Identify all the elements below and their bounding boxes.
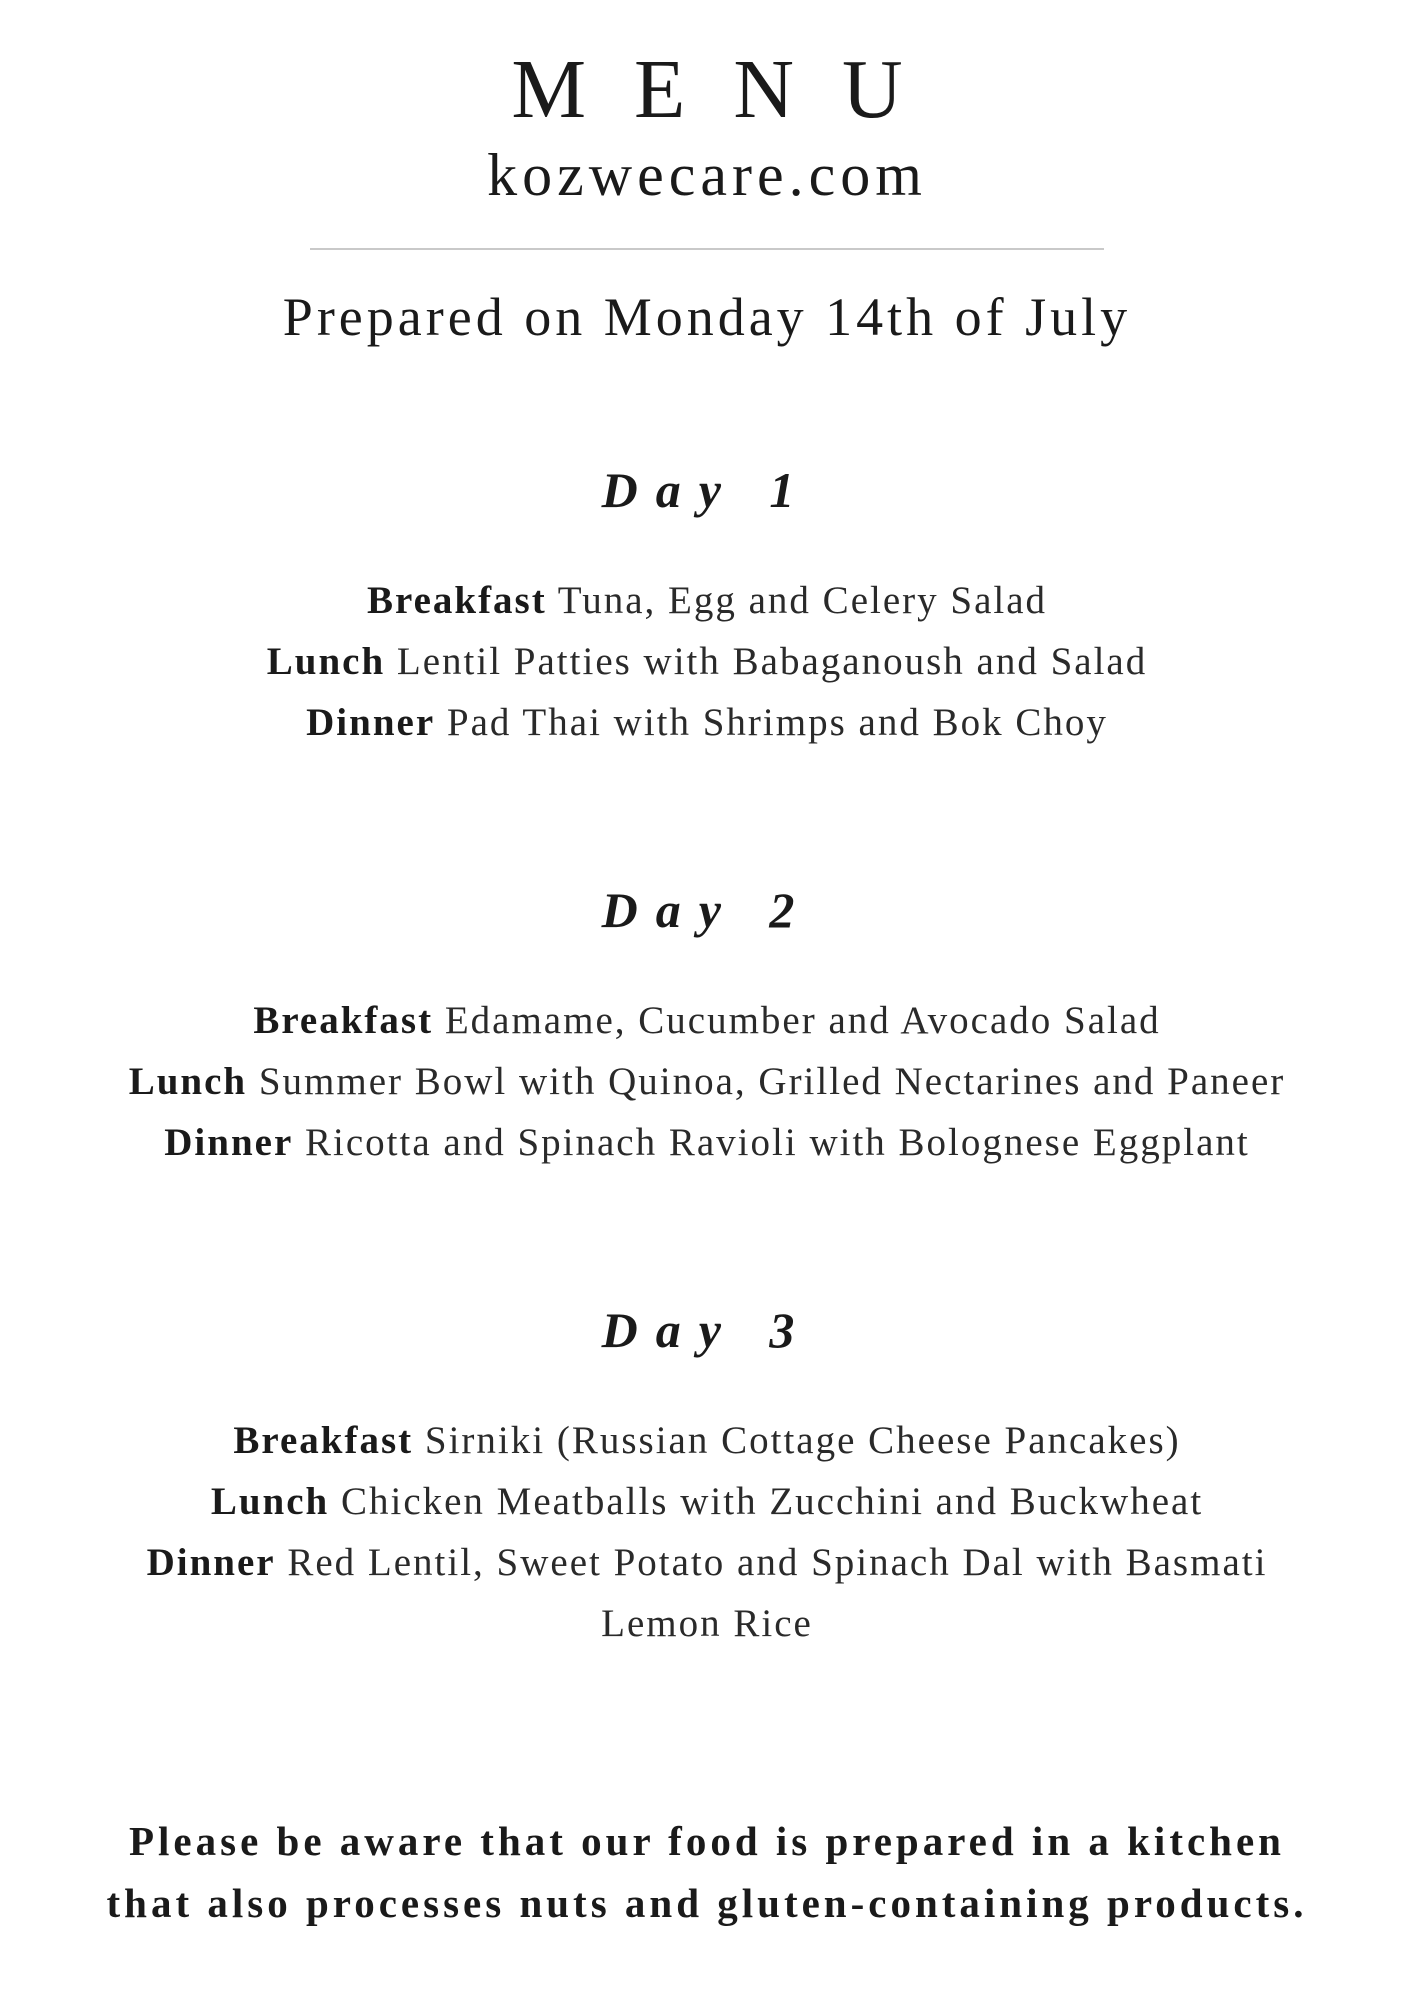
header-divider	[310, 248, 1104, 250]
day-3-dinner	[117, 1532, 1297, 1654]
day-1-lunch	[0, 631, 1414, 692]
meal-dish: Lentil Patties with Babaganoush and Salad	[396, 640, 1148, 683]
meal-dish: Tuna, Egg and Celery Salad	[557, 579, 1048, 622]
prepared-date: Prepared on Monday 14th of July	[282, 287, 1132, 347]
allergen-notice	[0, 1810, 1414, 1934]
website-text: kozwecare.com	[487, 142, 927, 208]
meal-dish: Sirniki (Russian Cottage Cheese Pancakes)	[424, 1419, 1181, 1462]
meal-label: Dinner	[146, 1541, 276, 1584]
day-1-title: Day 1	[601, 462, 813, 518]
day-3-section	[0, 1300, 1414, 1654]
meal-dish: Chicken Meatballs with Zucchini and Buckwheat	[340, 1480, 1204, 1523]
day-2-title: Day 2	[601, 882, 813, 938]
day-1-dinner	[0, 692, 1414, 753]
meal-label: Lunch	[210, 1480, 330, 1523]
day-2-breakfast	[0, 990, 1414, 1051]
meal-dish: Pad Thai with Shrimps and Bok Choy	[446, 701, 1108, 744]
meal-dish: Red Lentil, Sweet Potato and Spinach Dal with Basmati Lemon Rice	[287, 1541, 1268, 1645]
meal-dish: Ricotta and Spinach Ravioli with Bolognese Eggplant	[305, 1121, 1250, 1164]
day-1-section	[0, 460, 1414, 753]
day-2-dinner	[0, 1112, 1414, 1173]
day-3-lunch	[0, 1471, 1414, 1532]
meal-label: Breakfast	[233, 1419, 414, 1462]
meal-label: Lunch	[266, 640, 386, 683]
meal-label: Dinner	[164, 1121, 294, 1164]
day-3-title: Day 3	[601, 1302, 813, 1358]
allergen-notice-line-2: that also processes nuts and gluten-containing products.	[106, 1880, 1308, 1926]
day-2-section	[0, 880, 1414, 1173]
day-3-breakfast	[0, 1410, 1414, 1471]
menu-title: MENU	[511, 43, 951, 136]
allergen-notice-line-1: Please be aware that our food is prepared in a kitchen	[129, 1818, 1285, 1864]
meal-dish: Summer Bowl with Quinoa, Grilled Nectarines and Paneer	[258, 1060, 1286, 1103]
meal-label: Lunch	[128, 1060, 248, 1103]
day-2-lunch	[0, 1051, 1414, 1112]
day-1-breakfast	[0, 570, 1414, 631]
meal-label: Dinner	[306, 701, 436, 744]
meal-dish: Edamame, Cucumber and Avocado Salad	[444, 999, 1161, 1042]
meal-label: Breakfast	[253, 999, 434, 1042]
meal-label: Breakfast	[366, 579, 547, 622]
